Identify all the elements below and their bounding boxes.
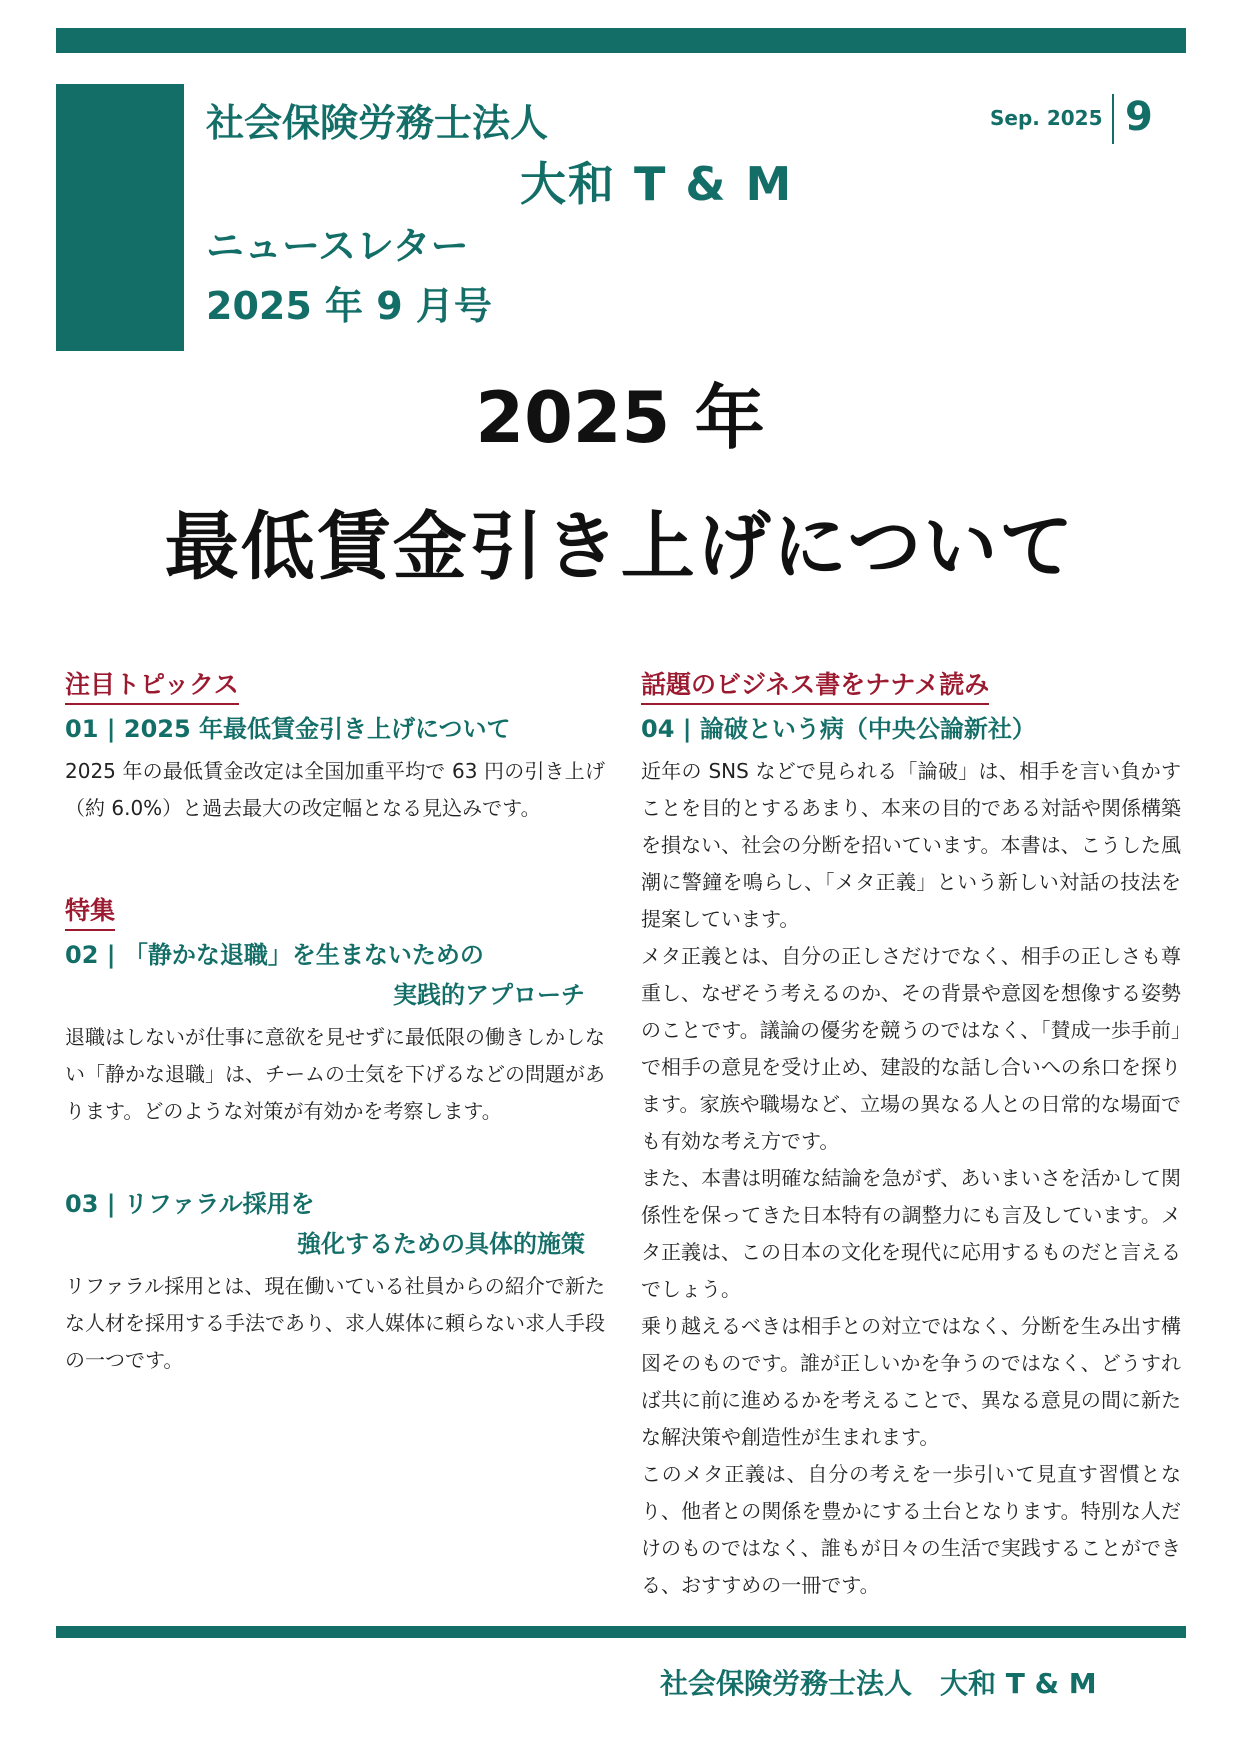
section-label-topics: 注目トピックス — [65, 665, 239, 705]
issue-label: 2025 年 9 月号 — [206, 284, 492, 328]
article-04-paragraph: また、本書は明確な結論を急がず、あいまいさを活かして関係性を保ってきた日本特有の調整力にも言及しています。メタ正義は、この日本の文化を現代に応用するものだと言えるでしょう。 — [641, 1166, 1181, 1301]
article-04-paragraph: 近年の SNS などで見られる「論破」は、相手を言い負かすことを目的とするあまり、本来の目的である対話や関係構築を損ない、社会の分断を招いています。本書は、こうした風潮に警鐘を鳴らし、「メタ正義」という新しい対話の技法を提案しています。 — [641, 759, 1181, 931]
issue-divider — [1112, 94, 1114, 144]
section-label-business-books: 話題のビジネス書をナナメ読み — [641, 665, 989, 705]
article-04-paragraph: メタ正義とは、自分の正しさだけでなく、相手の正しさも尊重し、なぜそう考えるのか、その背景や意図を想像する姿勢のことです。議論の優劣を競うのではなく、「賛成一歩手前」で相手の意見を受け止め、建設的な話し合いへの糸口を探ります。家族や職場など、立場の異なる人との日常的な場面でも有効な考え方です。 — [641, 944, 1181, 1153]
main-title-year: 2025 年 — [475, 377, 765, 459]
article-01-body: 2025 年の最低賃金改定は全国加重平均で 63 円の引き上げ（約 6.0%）と過去最大の改定幅となる見込みです。 — [65, 759, 605, 820]
footer-organization-name: 社会保険労務士法人 大和 T & M — [660, 1667, 1097, 1700]
article-04-paragraph: 乗り越えるべきは相手との対立ではなく、分断を生み出す構図そのものです。誰が正しいかを争うのではなく、どうすれば共に前に進めるかを考えることで、異なる意見の間に新たな解決策や創造性が生まれます。 — [641, 1314, 1181, 1449]
issue-number: 9 — [1125, 94, 1153, 140]
article-04-title: 04 | 論破という病（中央公論新社） — [641, 715, 1036, 743]
organization-name: 社会保険労務士法人 — [206, 101, 549, 145]
article-02-title-line2: 実践的アプローチ — [393, 981, 585, 1009]
top-accent-bar — [56, 28, 1186, 53]
header-side-block — [56, 84, 184, 351]
right-column — [641, 665, 1181, 1604]
article-02-body: 退職はしないが仕事に意欲を見せずに最低限の働きしかしない「静かな退職」は、チームの士気を下げるなどの問題があります。どのような対策が有効かを考察します。 — [65, 1025, 605, 1123]
article-03-title — [65, 1184, 605, 1264]
bottom-accent-bar — [56, 1626, 1186, 1638]
newsletter-label: ニュースレター — [206, 224, 469, 268]
article-02-title-line1: 02 | 「静かな退職」を生まないための — [65, 941, 484, 969]
article-02-title — [65, 935, 605, 1015]
main-title-topic: 最低賃金引き上げについて — [164, 504, 1076, 590]
article-03-title-line2: 強化するための具体的施策 — [297, 1230, 585, 1258]
article-03-body: リファラル採用とは、現在働いている社員からの紹介で新たな人材を採用する手法であり、求人媒体に頼らない求人手段の一つです。 — [65, 1274, 605, 1372]
section-label-feature: 特集 — [65, 891, 115, 931]
article-01-title: 01 | 2025 年最低賃金引き上げについて — [65, 715, 511, 743]
issue-date: Sep. 2025 — [990, 106, 1103, 130]
article-03-title-line1: 03 | リファラル採用を — [65, 1190, 315, 1218]
firm-name: 大和 T & M — [520, 157, 794, 211]
article-04-body — [641, 753, 1181, 1604]
article-04-paragraph: このメタ正義は、自分の考えを一歩引いて見直す習慣となり、他者との関係を豊かにする土台となります。特別な人だけのものではなく、誰もが日々の生活で実践することができる、おすすめの一冊です。 — [641, 1462, 1181, 1597]
left-column — [65, 665, 605, 1379]
